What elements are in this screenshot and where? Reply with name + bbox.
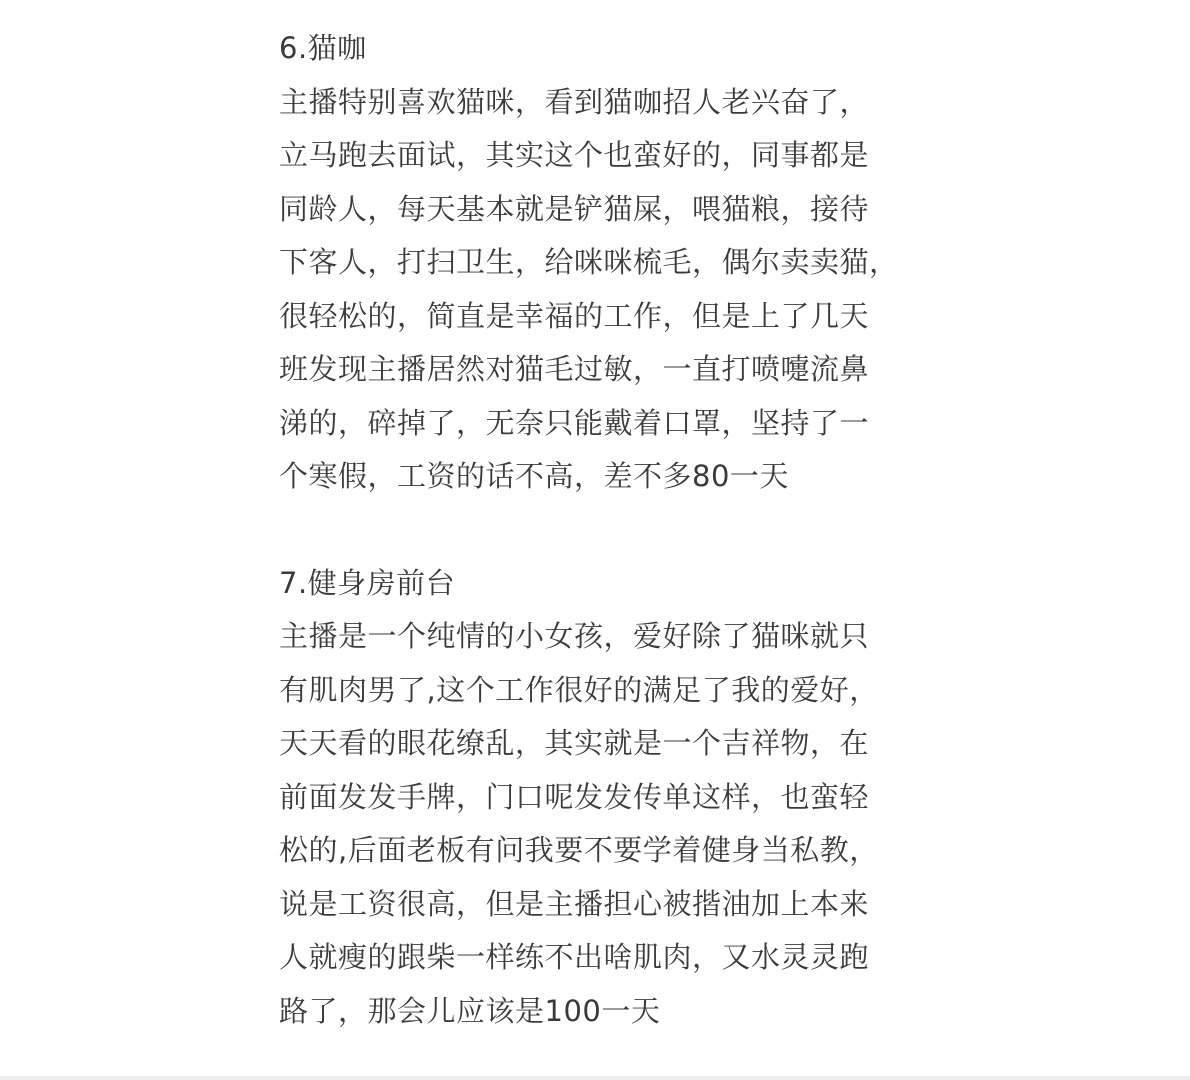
section-heading: 7.健身房前台 [279, 565, 456, 600]
text-line: 说是工资很高，但是主播担心被揩油加上本来 [279, 886, 870, 921]
section-cat-cafe [279, 22, 919, 504]
text-line: 前面发发手牌，门口呢发发传单这样，也蛮轻 [279, 779, 870, 814]
text-line: 路了，那会儿应该是100一天 [279, 993, 661, 1028]
text-line: 涕的，碎掉了，无奈只能戴着口罩，坚持了一 [279, 405, 870, 440]
section-heading: 6.猫咖 [279, 31, 367, 65]
text-line: 主播是一个纯情的小女孩，爱好除了猫咪就只 [279, 619, 870, 653]
text-line: 有肌肉男了,这个工作很好的满足了我的爱好， [279, 672, 879, 707]
text-line: 同龄人，每天基本就是铲猫屎，喂猫粮，接待 [279, 191, 870, 226]
text-line: 主播特别喜欢猫咪，看到猫咖招人老兴奋了， [279, 84, 870, 119]
text-line: 松的,后面老板有问我要不要学着健身当私教， [279, 833, 879, 867]
section-gym-front-desk [279, 557, 919, 1039]
text-line: 很轻松的，简直是幸福的工作，但是上了几天 [279, 298, 870, 333]
bottom-divider [0, 1076, 1190, 1080]
text-line: 班发现主播居然对猫毛过敏，一直打喷嚏流鼻 [279, 352, 870, 386]
text-line: 下客人，打扫卫生，给咪咪梳毛，偶尔卖卖猫， [279, 245, 899, 279]
article-body [279, 22, 919, 1038]
text-line: 人就瘦的跟柴一样练不出啥肌肉，又水灵灵跑 [279, 940, 870, 974]
text-line: 个寒假，工资的话不高，差不多80一天 [279, 459, 789, 493]
text-line: 天天看的眼花缭乱，其实就是一个吉祥物，在 [279, 726, 870, 760]
text-line: 立马跑去面试，其实这个也蛮好的，同事都是 [279, 138, 870, 172]
